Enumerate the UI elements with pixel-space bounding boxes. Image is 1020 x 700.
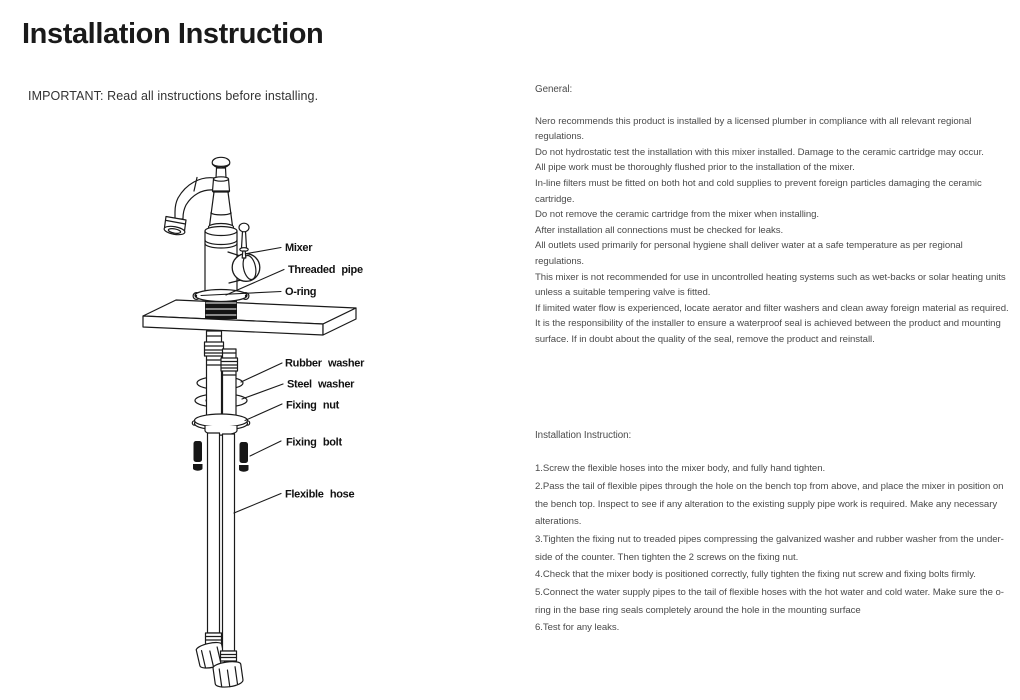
fixing-bolt-left xyxy=(193,441,203,471)
installation-step: 4.Check that the mixer body is positioned correctly, fully tighten the fixing nut screw and fixing bolts firmly. xyxy=(535,569,976,581)
fixing-bolt-right xyxy=(239,442,249,472)
installation-step: 3.Tighten the fixing nut to treaded pipes compressing the galvanized washer and rubber washer from the under-side of the counter. Then tighten the 2 screws on the fixing nut. xyxy=(535,533,1004,563)
important-note: IMPORTANT: Read all instructions before installing. xyxy=(28,89,319,103)
fixing-nut xyxy=(192,414,249,435)
general-paragraph: If limited water flow is experienced, locate aerator and filter washers and clean away foreign material as required. xyxy=(535,302,1009,314)
installation-step: 1.Screw the flexible hoses into the mixer body, and fully hand tighten. xyxy=(535,463,826,475)
installation-section xyxy=(535,428,1013,638)
installation-heading: Installation Instruction: xyxy=(535,429,632,441)
general-paragraph: After installation all connections must be checked for leaks. xyxy=(535,224,784,236)
label-threaded-pipe: Threaded pipe xyxy=(288,264,363,276)
installation-step: 6.Test for any leaks. xyxy=(535,622,620,634)
general-paragraph: Nero recommends this product is installed by a licensed plumber in compliance with all relevant regional regulations. xyxy=(535,115,972,143)
threaded-tail-left xyxy=(205,331,224,417)
bench-top xyxy=(143,300,356,335)
general-paragraph: In-line filters must be fitted on both hot and cold supplies to prevent foreign particles damaging the ceramic cartridge. xyxy=(535,177,982,205)
page-title: Installation Instruction xyxy=(22,18,324,50)
installation-steps xyxy=(535,460,1013,637)
part-labels xyxy=(285,242,365,501)
label-o-ring: O-ring xyxy=(285,286,317,298)
instructions-column xyxy=(535,82,1013,637)
installation-step: 5.Connect the water supply pipes to the tail of flexible hoses with the hot water and cold water. Make sure the o-ring in the base ring seals completely around the hole in the mounting surface xyxy=(535,587,1004,616)
general-section xyxy=(535,82,1013,348)
label-flexible-hose: Flexible hose xyxy=(285,488,355,501)
label-fixing-bolt: Fixing bolt xyxy=(286,436,342,449)
installation-step: 2.Pass the tail of flexible pipes through the hole on the bench top from above, and place the mixer in position on the bench top. Inspect to see if any alteration to the existing supply pipe work is required. Make any necessary alterations. xyxy=(535,480,1004,528)
label-steel-washer: Steel washer xyxy=(287,378,355,391)
general-paragraph: Do not hydrostatic test the installation with this mixer installed. Damage to the ceramic cartridge may occur. xyxy=(535,146,984,158)
spout xyxy=(163,178,215,237)
general-paragraph: This mixer is not recommended for use in uncontrolled heating systems such as wet-backs or solar heating units unless a suitable tempering valve is fitted. xyxy=(535,271,1006,299)
handle-lever xyxy=(239,223,249,258)
label-rubber-washer: Rubber washer xyxy=(285,357,365,370)
general-paragraph: All outlets used primarily for personal hygiene shall deliver water at a safe temperature as per regional regulations. xyxy=(535,240,963,267)
spout-aerator xyxy=(163,217,186,237)
general-paragraph: All pipe work must be thoroughly flushed prior to the installation of the mixer. xyxy=(535,162,855,174)
general-paragraph: It is the responsibility of the installer to ensure a waterproof seal is achieved between the product and mounting surface. If in doubt about the quality of the seal, remove the product and reinstall. xyxy=(535,318,1001,345)
general-heading: General: xyxy=(535,84,573,95)
general-paragraph: Do not remove the ceramic cartridge from the mixer when installing. xyxy=(535,209,820,221)
label-fixing-nut: Fixing nut xyxy=(286,399,340,412)
threaded-tail-right xyxy=(221,349,238,417)
label-mixer: Mixer xyxy=(285,242,313,254)
